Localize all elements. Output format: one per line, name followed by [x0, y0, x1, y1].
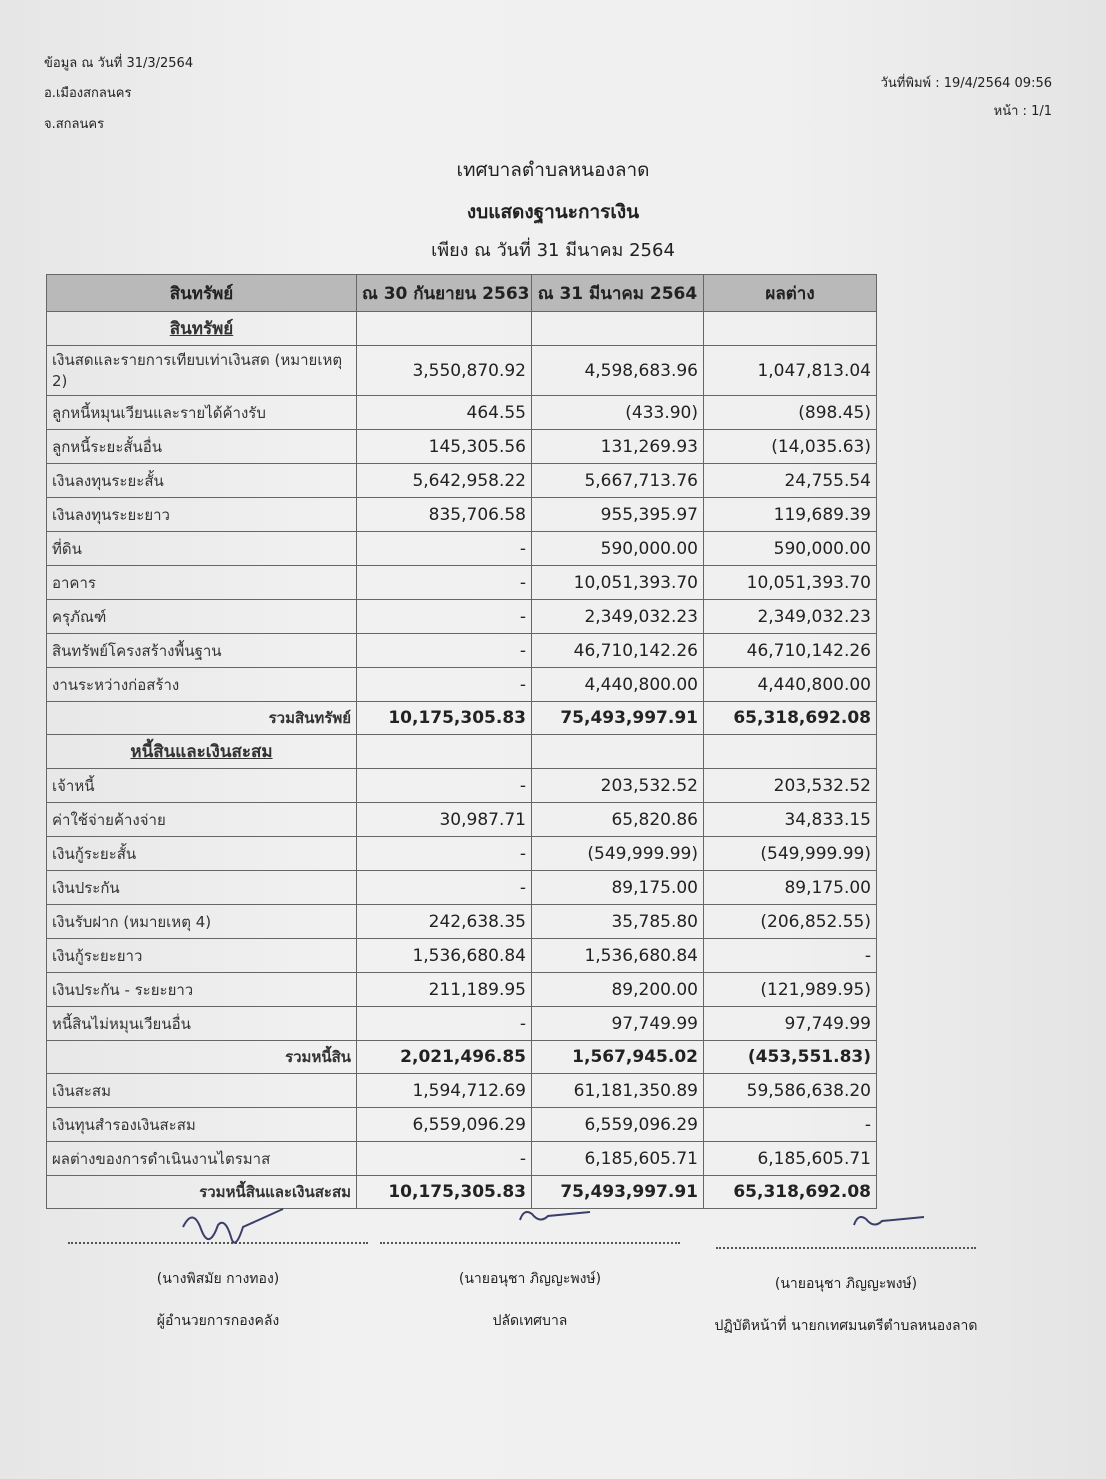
row-label: ที่ดิน [47, 532, 357, 566]
amount-cell: 61,181,350.89 [532, 1074, 704, 1108]
amount-cell: - [357, 566, 532, 600]
signature-block-municipal-clerk [380, 1242, 680, 1332]
row-label: สินทรัพย์โครงสร้างพื้นฐาน [47, 634, 357, 668]
amount-cell: 4,598,683.96 [532, 346, 704, 396]
amount-cell: 955,395.97 [532, 498, 704, 532]
row-label: เจ้าหนี้ [47, 769, 357, 803]
signature-line [380, 1242, 680, 1244]
amount-cell: 3,550,870.92 [357, 346, 532, 396]
amount-cell: - [357, 600, 532, 634]
signatory-name: (นายอนุชา ภิญญะพงษ์) [774, 1276, 918, 1292]
amount-cell: (898.45) [704, 396, 877, 430]
table-row [47, 464, 877, 498]
amount-cell: (121,989.95) [704, 973, 877, 1007]
row-label: รวมหนี้สินและเงินสะสม [47, 1176, 357, 1209]
amount-cell: - [357, 837, 532, 871]
table-row [47, 532, 877, 566]
table-row [47, 498, 877, 532]
table-row [47, 430, 877, 464]
amount-cell [532, 312, 704, 346]
amount-cell: 119,689.39 [704, 498, 877, 532]
row-label: รวมหนี้สิน [47, 1041, 357, 1074]
amount-cell: 97,749.99 [704, 1007, 877, 1041]
signature-block-finance-director [68, 1242, 368, 1332]
financial-position-table [46, 274, 877, 1209]
row-label: รวมสินทรัพย์ [47, 702, 357, 735]
amount-cell: 24,755.54 [704, 464, 877, 498]
amount-cell: - [357, 1007, 532, 1041]
amount-cell: 75,493,997.91 [532, 1176, 704, 1209]
amount-cell [704, 312, 877, 346]
data-date: ข้อมูล ณ วันที่ 31/3/2564 [44, 56, 194, 71]
table-row [47, 871, 877, 905]
amount-cell: 30,987.71 [357, 803, 532, 837]
table-row [47, 769, 877, 803]
organization-name: เทศบาลตำบลหนองลาด [456, 159, 650, 181]
amount-cell: 6,559,096.29 [357, 1108, 532, 1142]
amount-cell: 89,175.00 [532, 871, 704, 905]
row-label: ลูกหนี้ระยะสั้นอื่น [47, 430, 357, 464]
amount-cell: - [357, 1142, 532, 1176]
amount-cell: 2,021,496.85 [357, 1041, 532, 1074]
amount-cell: (549,999.99) [704, 837, 877, 871]
province: จ.สกลนคร [44, 117, 105, 132]
table-row [47, 837, 877, 871]
amount-cell: 6,559,096.29 [532, 1108, 704, 1142]
amount-cell: 4,440,800.00 [532, 668, 704, 702]
amount-cell: (206,852.55) [704, 905, 877, 939]
amount-cell: 1,567,945.02 [532, 1041, 704, 1074]
page-number: หน้า : 1/1 [993, 104, 1052, 119]
signature-line [716, 1247, 976, 1249]
row-label: เงินประกัน - ระยะยาว [47, 973, 357, 1007]
amount-cell: 35,785.80 [532, 905, 704, 939]
row-label: ผลต่างของการดำเนินงานไตรมาส [47, 1142, 357, 1176]
row-label: เงินลงทุนระยะสั้น [47, 464, 357, 498]
report-title: งบแสดงฐานะการเงิน [466, 201, 640, 223]
signature-mark [173, 1197, 293, 1257]
amount-cell: 2,349,032.23 [704, 600, 877, 634]
table-row [47, 939, 877, 973]
column-header: ณ 30 กันยายน 2563 [357, 275, 532, 312]
amount-cell: 89,175.00 [704, 871, 877, 905]
table-row [47, 396, 877, 430]
amount-cell: (14,035.63) [704, 430, 877, 464]
row-label: ค่าใช้จ่ายค้างจ่าย [47, 803, 357, 837]
table-row [47, 973, 877, 1007]
total-row [47, 1176, 877, 1209]
row-label: เงินสะสม [47, 1074, 357, 1108]
total-row [47, 702, 877, 735]
table-row [47, 905, 877, 939]
amount-cell: 203,532.52 [532, 769, 704, 803]
amount-cell: 10,175,305.83 [357, 1176, 532, 1209]
amount-cell: 1,047,813.04 [704, 346, 877, 396]
print-date: วันที่พิมพ์ : 19/4/2564 09:56 [880, 76, 1052, 91]
row-label: ครุภัณฑ์ [47, 600, 357, 634]
table-row [47, 634, 877, 668]
signature-block-acting-mayor [676, 1247, 1016, 1337]
row-label: เงินรับฝาก (หมายเหตุ 4) [47, 905, 357, 939]
column-header: สินทรัพย์ [47, 275, 357, 312]
row-label: หนี้สินไม่หมุนเวียนอื่น [47, 1007, 357, 1041]
amount-cell: 75,493,997.91 [532, 702, 704, 735]
amount-cell [357, 312, 532, 346]
signatory-position: ปลัดเทศบาล [492, 1313, 568, 1329]
amount-cell: 1,536,680.84 [357, 939, 532, 973]
table-header-row [47, 275, 877, 312]
table-row [47, 1007, 877, 1041]
table-row [47, 566, 877, 600]
amount-cell: 1,594,712.69 [357, 1074, 532, 1108]
amount-cell: 10,051,393.70 [704, 566, 877, 600]
row-label: เงินทุนสำรองเงินสะสม [47, 1108, 357, 1142]
row-label: ลูกหนี้หมุนเวียนและรายได้ค้างรับ [47, 396, 357, 430]
row-label: อาคาร [47, 566, 357, 600]
amount-cell: (549,999.99) [532, 837, 704, 871]
amount-cell: - [357, 532, 532, 566]
row-label: เงินประกัน [47, 871, 357, 905]
signature-mark [844, 1205, 934, 1245]
amount-cell: 211,189.95 [357, 973, 532, 1007]
table-row [47, 600, 877, 634]
amount-cell: (433.90) [532, 396, 704, 430]
section-header-row [47, 312, 877, 346]
amount-cell: 65,318,692.08 [704, 1176, 877, 1209]
amount-cell: 5,667,713.76 [532, 464, 704, 498]
table-row [47, 803, 877, 837]
amount-cell: 4,440,800.00 [704, 668, 877, 702]
signatory-position: ปฏิบัติหน้าที่ นายกเทศมนตรีตำบลหนองลาด [714, 1318, 978, 1334]
amount-cell: - [357, 769, 532, 803]
amount-cell: 65,820.86 [532, 803, 704, 837]
amount-cell: 464.55 [357, 396, 532, 430]
amount-cell: 2,349,032.23 [532, 600, 704, 634]
signature-mark [510, 1200, 600, 1240]
amount-cell [532, 735, 704, 769]
row-label: เงินกู้ระยะยาว [47, 939, 357, 973]
table-row [47, 668, 877, 702]
amount-cell: - [357, 871, 532, 905]
amount-cell: 46,710,142.26 [532, 634, 704, 668]
amount-cell [704, 735, 877, 769]
total-row [47, 1041, 877, 1074]
amount-cell: (453,551.83) [704, 1041, 877, 1074]
signatory-position: ผู้อำนวยการกองคลัง [156, 1313, 280, 1329]
amount-cell: 203,532.52 [704, 769, 877, 803]
signatory-name: (นายอนุชา ภิญญะพงษ์) [458, 1271, 602, 1287]
column-header: ผลต่าง [704, 275, 877, 312]
row-label: สินทรัพย์ [47, 312, 357, 346]
row-label: หนี้สินและเงินสะสม [47, 735, 357, 769]
report-period: เพียง ณ วันที่ 31 มีนาคม 2564 [431, 240, 675, 261]
table-row [47, 1074, 877, 1108]
amount-cell: 46,710,142.26 [704, 634, 877, 668]
amount-cell: 6,185,605.71 [704, 1142, 877, 1176]
table-row [47, 1142, 877, 1176]
row-label: เงินสดและรายการเทียบเท่าเงินสด (หมายเหตุ 2) [47, 346, 357, 396]
amount-cell: 97,749.99 [532, 1007, 704, 1041]
amount-cell: 1,536,680.84 [532, 939, 704, 973]
amount-cell: 65,318,692.08 [704, 702, 877, 735]
amount-cell: 5,642,958.22 [357, 464, 532, 498]
amount-cell: - [704, 1108, 877, 1142]
amount-cell: 10,175,305.83 [357, 702, 532, 735]
amount-cell: - [704, 939, 877, 973]
amount-cell: 131,269.93 [532, 430, 704, 464]
amount-cell: 590,000.00 [532, 532, 704, 566]
signatory-name: (นางพิสมัย กางทอง) [156, 1271, 280, 1287]
district: อ.เมืองสกลนคร [44, 86, 132, 101]
amount-cell: 835,706.58 [357, 498, 532, 532]
amount-cell: 145,305.56 [357, 430, 532, 464]
section-header-row [47, 735, 877, 769]
amount-cell: 10,051,393.70 [532, 566, 704, 600]
amount-cell: 590,000.00 [704, 532, 877, 566]
amount-cell: 242,638.35 [357, 905, 532, 939]
amount-cell: 34,833.15 [704, 803, 877, 837]
row-label: เงินลงทุนระยะยาว [47, 498, 357, 532]
amount-cell [357, 735, 532, 769]
table-row [47, 1108, 877, 1142]
amount-cell: 89,200.00 [532, 973, 704, 1007]
amount-cell: - [357, 668, 532, 702]
amount-cell: - [357, 634, 532, 668]
amount-cell: 6,185,605.71 [532, 1142, 704, 1176]
amount-cell: 59,586,638.20 [704, 1074, 877, 1108]
row-label: งานระหว่างก่อสร้าง [47, 668, 357, 702]
column-header: ณ 31 มีนาคม 2564 [532, 275, 704, 312]
table-row [47, 346, 877, 396]
row-label: เงินกู้ระยะสั้น [47, 837, 357, 871]
